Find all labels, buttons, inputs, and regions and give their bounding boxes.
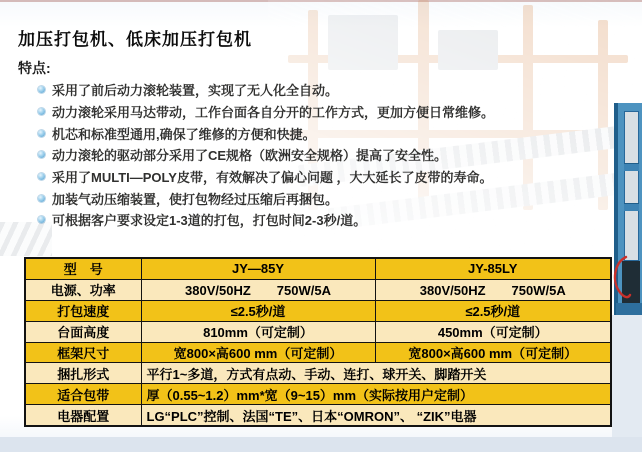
spec-cell-model2: 宽800×高600 mm（可定制） bbox=[375, 342, 611, 363]
spec-cell-model2: 380V/50HZ 750W/5A bbox=[375, 279, 611, 300]
baler-rung bbox=[624, 163, 639, 171]
spec-cell-value: 厚（0.55~1.2）mm*宽（9~15）mm（实际按用户定制） bbox=[141, 384, 611, 405]
spec-cell-model1: 810mm（可定制） bbox=[141, 321, 375, 342]
spec-row-power bbox=[25, 279, 611, 300]
feature-text: 动力滚轮采用马达带动，工作台面各自分开的工作方式，更加方便日常维修。 bbox=[52, 105, 495, 121]
spec-cell-model1: 宽800×高600 mm（可定制） bbox=[141, 342, 375, 363]
feature-item bbox=[38, 144, 494, 166]
red-hose bbox=[610, 255, 632, 305]
spec-row-strapping-mode bbox=[25, 363, 611, 384]
feature-text: 动力滚轮的驱动部分采用了CE规格（欧洲安全规格）提高了安全性。 bbox=[52, 148, 448, 164]
spec-table bbox=[24, 257, 612, 427]
spec-cell-label: 电源、功率 bbox=[25, 279, 141, 300]
bullet-dot-icon bbox=[38, 130, 45, 137]
spec-cell-model2: JY-85LY bbox=[375, 258, 611, 279]
bottom-band bbox=[0, 437, 642, 452]
feature-item bbox=[38, 187, 494, 209]
baler-slot bbox=[624, 111, 639, 261]
spec-cell-label: 框架尺寸 bbox=[25, 342, 141, 363]
feature-item bbox=[38, 101, 494, 123]
feature-item bbox=[38, 166, 494, 188]
spec-cell-label: 电器配置 bbox=[25, 405, 141, 426]
features-label: 特点: bbox=[18, 60, 51, 76]
spec-cell-label: 捆扎形式 bbox=[25, 363, 141, 384]
feature-item bbox=[38, 209, 494, 231]
spec-row-strap-size bbox=[25, 384, 611, 405]
page-title: 加压打包机、低床加压打包机 bbox=[18, 30, 252, 49]
bullet-dot-icon bbox=[38, 86, 45, 93]
spec-cell-label: 台面高度 bbox=[25, 321, 141, 342]
bullet-dot-icon bbox=[38, 216, 45, 223]
spec-row-frame-size bbox=[25, 342, 611, 363]
top-divider bbox=[0, 0, 642, 2]
spec-row-table-height bbox=[25, 321, 611, 342]
bullet-dot-icon bbox=[38, 195, 45, 202]
spec-cell-label: 适合包带 bbox=[25, 384, 141, 405]
spec-cell-model2: 450mm（可定制） bbox=[375, 321, 611, 342]
bullet-dot-icon bbox=[38, 173, 45, 180]
spec-row-speed bbox=[25, 300, 611, 321]
spec-cell-value: LG“PLC”控制、法国“TE”、日本“OMRON”、 “ZIK”电器 bbox=[141, 405, 611, 426]
bullet-dot-icon bbox=[38, 108, 45, 115]
spec-cell-label: 型 号 bbox=[25, 258, 141, 279]
spec-cell-label: 打包速度 bbox=[25, 300, 141, 321]
feature-text: 加装气动压缩装置，使打包物经过压缩后再捆包。 bbox=[52, 191, 339, 207]
baler-rung bbox=[624, 203, 639, 211]
spec-cell-value: 平行1~多道，方式有点动、手动、连打、球开关、脚踏开关 bbox=[141, 363, 611, 384]
spec-row-electrics bbox=[25, 405, 611, 426]
spec-cell-model1: ≤2.5秒/道 bbox=[141, 300, 375, 321]
spec-cell-model1: JY—85Y bbox=[141, 258, 375, 279]
spec-cell-model2: ≤2.5秒/道 bbox=[375, 300, 611, 321]
feature-item bbox=[38, 79, 494, 101]
spec-header-row bbox=[25, 258, 611, 279]
spec-cell-model1: 380V/50HZ 750W/5A bbox=[141, 279, 375, 300]
feature-text: 机芯和标准型通用,确保了维修的方便和快捷。 bbox=[52, 126, 316, 142]
feature-text: 可根据客户要求设定1-3道的打包，打包时间2-3秒/道。 bbox=[52, 213, 367, 229]
feature-item bbox=[38, 122, 494, 144]
feature-text: 采用了MULTI—POLY皮带，有效解决了偏心问题 ，大大延长了皮带的寿命。 bbox=[52, 170, 493, 186]
right-margin bbox=[612, 315, 642, 437]
feature-text: 采用了前后动力滚轮装置，实现了无人化全自动。 bbox=[52, 83, 339, 99]
bullet-dot-icon bbox=[38, 151, 45, 158]
features-list bbox=[38, 79, 494, 231]
